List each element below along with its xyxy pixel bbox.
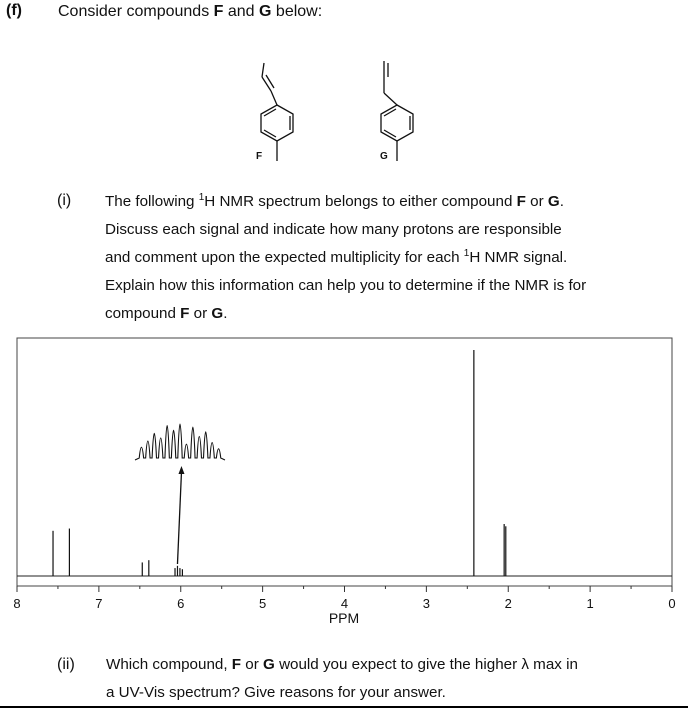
compound-f-ref: F bbox=[231, 656, 242, 673]
x-axis-ticks bbox=[13, 586, 675, 611]
part-ii-line bbox=[106, 651, 666, 679]
compound-structures bbox=[230, 55, 430, 170]
page-bottom-rule bbox=[0, 706, 688, 708]
structure-f bbox=[261, 63, 293, 161]
part-ii-label: (ii) bbox=[57, 656, 75, 673]
multiplet-inset bbox=[135, 424, 225, 564]
compound-g-ref: G bbox=[259, 3, 272, 20]
part-i-line bbox=[105, 300, 665, 328]
part-i-line bbox=[105, 244, 665, 272]
text-run: or bbox=[189, 305, 212, 322]
spectrum-peaks bbox=[17, 350, 672, 576]
inset-arrow bbox=[177, 472, 181, 564]
compound-f-ref: F bbox=[180, 305, 190, 322]
part-i-label: (i) bbox=[57, 192, 72, 209]
nmr-spectrum-chart bbox=[0, 330, 688, 630]
x-tick-label: 2 bbox=[504, 596, 512, 611]
compound-f-ref: F bbox=[213, 3, 224, 20]
text-run: H NMR spectrum belongs to either compound bbox=[204, 193, 517, 210]
x-tick-label: 3 bbox=[422, 596, 430, 611]
part-i-line bbox=[105, 188, 665, 216]
text-run: H NMR signal. bbox=[469, 249, 568, 266]
x-axis-label: PPM bbox=[328, 610, 360, 626]
text-run: The following bbox=[105, 193, 199, 210]
text-run: would you expect to give the higher λ max in bbox=[274, 656, 578, 673]
x-tick-label: 8 bbox=[13, 596, 21, 611]
part-i-line: Explain how this information can help you to determine if the NMR is for bbox=[105, 277, 587, 294]
x-tick-label: 6 bbox=[177, 596, 185, 611]
compound-g-ref: G bbox=[263, 656, 275, 673]
structure-g bbox=[381, 61, 413, 161]
superscript: 1 bbox=[463, 248, 470, 259]
text-run: or bbox=[525, 193, 548, 210]
inset-multiplet-trace bbox=[135, 424, 225, 460]
structure-f-label: F bbox=[256, 151, 263, 162]
inset-arrow-head bbox=[178, 466, 184, 474]
part-ii-text bbox=[106, 651, 666, 707]
text-run: . bbox=[559, 193, 564, 210]
text-run: or bbox=[241, 656, 264, 673]
text-run: and comment upon the expected multiplicity for each bbox=[105, 249, 464, 266]
part-f-label: (f) bbox=[6, 2, 22, 19]
compound-g-ref: G bbox=[547, 193, 560, 210]
superscript: 1 bbox=[198, 192, 205, 203]
x-tick-label: 4 bbox=[340, 596, 349, 611]
prompt-text: and bbox=[223, 3, 260, 20]
text-run: Which compound, bbox=[106, 656, 232, 673]
prompt-text: below: bbox=[271, 3, 323, 20]
part-f-prompt bbox=[58, 3, 322, 21]
compound-f-ref: F bbox=[516, 193, 526, 210]
x-tick-label: 1 bbox=[586, 596, 594, 611]
part-i-line: Discuss each signal and indicate how many protons are responsible bbox=[105, 221, 562, 238]
x-tick-label: 0 bbox=[668, 596, 676, 611]
part-i-text bbox=[105, 188, 665, 328]
part-ii-line: a UV-Vis spectrum? Give reasons for your answer. bbox=[106, 684, 446, 701]
x-tick-label: 7 bbox=[95, 596, 103, 611]
text-run: . bbox=[223, 305, 228, 322]
x-tick-label: 5 bbox=[259, 596, 267, 611]
text-run: compound bbox=[105, 305, 181, 322]
prompt-text: Consider compounds bbox=[58, 3, 214, 20]
compound-g-ref: G bbox=[211, 305, 224, 322]
structure-g-label: G bbox=[380, 151, 388, 162]
plot-frame bbox=[17, 338, 672, 586]
